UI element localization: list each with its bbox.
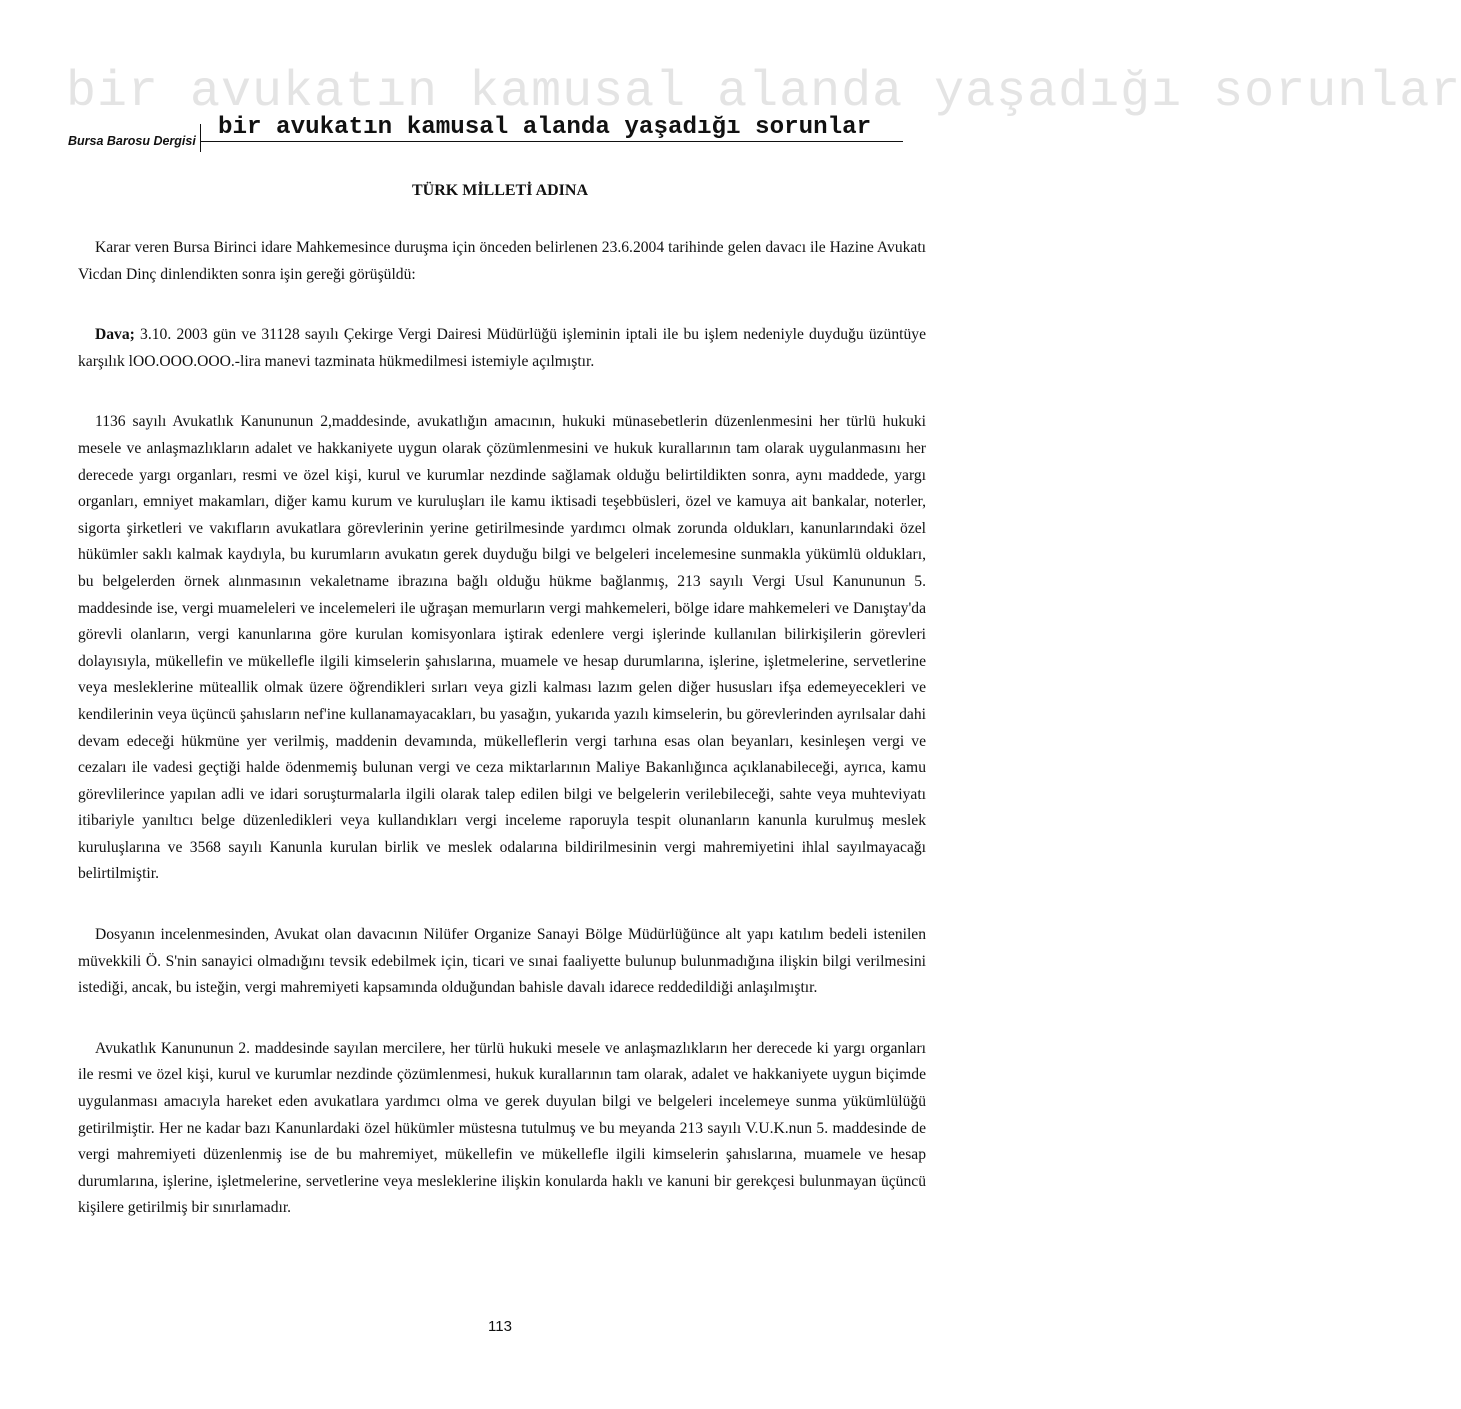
paragraph-lead: Dava;	[95, 326, 135, 344]
header-divider-vertical	[200, 124, 201, 152]
document-body	[78, 235, 926, 1256]
page-number: 113	[488, 1318, 512, 1335]
paragraph	[78, 1036, 926, 1222]
journal-name: Bursa Barosu Dergisi	[68, 134, 196, 148]
paragraph-text: 1136 sayılı Avukatlık Kanununun 2,maddesinde, avukatlığın amacının, hukuki münasebetlerin düzenlenmesini her türlü hukuki mesele ve anlaşmazlıkların adalet ve hakkaniyete uygun olarak çözümlenmesini ve hukuk kurallarının tam olarak uygulanmasını her derecede yargı organları, resmi ve özel kişi, kurul ve kurumlar nezdinde sağlamak olduğu belirtildikten sonra, aynı maddede, yargı organları, emniyet makamları, diğer kamu kurum ve kuruluşları ile kamu iktisadi teşebbüsleri, özel ve kamuya ait bankalar, noterler, sigorta şirketleri ve vakıfların avukatlara görevlerinin yerine getirilmesinde yardımcı olmak zorunda oldukları, kanunlarındaki özel hükümler saklı kalmak kaydıyla, bu kurumların avukatın gerek duyduğu bilgi ve belgeleri incelemesine sunmakla yükümlü oldukları, bu belgelerden örnek alınmasının vekaletname ibrazına bağlı olduğu hükme bağlanmış, 213 sayılı Vergi Usul Kanununun 5. maddesinde ise, vergi muameleleri ve incelemeleri ile uğraşan memurların vergi mahkemeleri, bölge idare mahkemeleri ve Danıştay'da görevli olanların, vergi kanunlarına göre kurulan komisyonlara iştirak edenlere vergi işlerinde kullanılan bilirkişilerin görevleri dolayısıyla, mükellefin ve mükellefle ilgili kimselerin şahıslarına, muamele ve hesap durumlarına, işlerine, işletmelerine, servetlerine veya mesleklerine müteallik olmak üzere öğrendikleri sırları veya gizli kalması lazım gelen diğer hususları ifşa edemeyecekleri ve kendilerinin veya üçüncü şahısların nef'ine kullanamayacakları, bu yasağın, yukarıda yazılı kimselerin, bu görevlerinden ayrılsalar dahi devam edeceği hükmüne yer verilmiş, maddenin devamında, mükelleflerin vergi tarhına esas olan beyanları, kesinleşen vergi ve cezaları ile vadesi geçtiği halde ödenmemiş bulunan vergi ve ceza miktarlarının Maliye Bakanlığınca açıklanabileceği, ayrıca, kamu görevlilerince yapılan adli ve idari soruşturmalarla ilgili olarak talep edilen bilgi ve belgelerin verilebileceği, sahte veya muhteviyatı itibariyle yanıltıcı belge düzenledikleri veya kullandıkları vergi inceleme raporuyla tespit olunanların kanunla kurulmuş meslek kuruluşlarına ve 3568 sayılı Kanunla kurulan birlik ve meslek odalarına bildirilmesinin vergi mahremiyetini ihlal sayılmayacağı belirtilmiştir.	[78, 413, 926, 883]
paragraph-text: Avukatlık Kanununun 2. maddesinde sayılan mercilere, her türlü hukuki mesele ve anlaşmazlıkların her derecede ki yargı organları ile resmi ve özel kişi, kurul ve kurumlar nezdinde çözümlenmesi, hukuk kurallarının tam olarak, adalet ve hakkaniyete uygun biçimde uygulanması amacıyla hareket eden avukatlara yardımcı olma ve gerek duyulan bilgi ve belgeleri incelemeye sunma yükümlülüğü getirilmiştir. Her ne kadar bazı Kanunlardaki özel hükümler müstesna tutulmuş ve bu meyanda 213 sayılı V.U.K.nun 5. maddesinde de vergi mahremiyeti düzenlenmiş ise de bu mahremiyet, mükellefin ve mükellefle ilgili kimselerin şahıslarına, muamele ve hesap durumlarına, işlerine, işletmelerine, servetlerine veya mesleklerine ilişkin konularda haklı ve kanuni bir gerekçesi bulunmayan üçüncü kişilere getirilmiş bir sınırlamadır.	[78, 1039, 926, 1217]
paragraph	[78, 922, 926, 1002]
paragraph-text: 3.10. 2003 gün ve 31128 sayılı Çekirge Vergi Dairesi Müdürlüğü işleminin iptali ile bu işlem nedeniyle duyduğu üzüntüye karşılık lOO.OOO.OOO.-lira manevi tazminata hükmedilmesi istemiyle açılmıştır.	[78, 326, 926, 370]
running-header	[0, 0, 1461, 160]
paragraph-text: Dosyanın incelenmesinden, Avukat olan davacının Nilüfer Organize Sanayi Bölge Müdürlüğünce alt yapı katılım bedeli istenilen müvekkili Ö. S'nin sanayici olmadığını tevsik edebilmek için, ticari ve sınai faaliyette bulunup bulunmadığına ilişkin bilgi verilmesini istediği, ancak, bu isteğin, vergi mahremiyeti kapsamında olduğundan bahisle davalı idarece reddedildiği anlaşılmıştır.	[78, 926, 926, 997]
section-title: bir avukatın kamusal alanda yaşadığı sorunlar	[218, 114, 872, 141]
header-watermark-text: bir avukatın kamusal alanda yaşadığı sorunlar	[66, 64, 1461, 121]
paragraph	[78, 322, 926, 375]
paragraph	[78, 235, 926, 288]
header-rule	[200, 141, 903, 142]
document-title: TÜRK MİLLETİ ADINA	[411, 182, 589, 199]
paragraph	[78, 409, 926, 888]
paragraph-text: Karar veren Bursa Birinci idare Mahkemesince duruşma için önceden belirlenen 23.6.2004 tarihinde gelen davacı ile Hazine Avukatı Vicdan Dinç dinlendikten sonra işin gereği görüşüldü:	[78, 239, 926, 283]
